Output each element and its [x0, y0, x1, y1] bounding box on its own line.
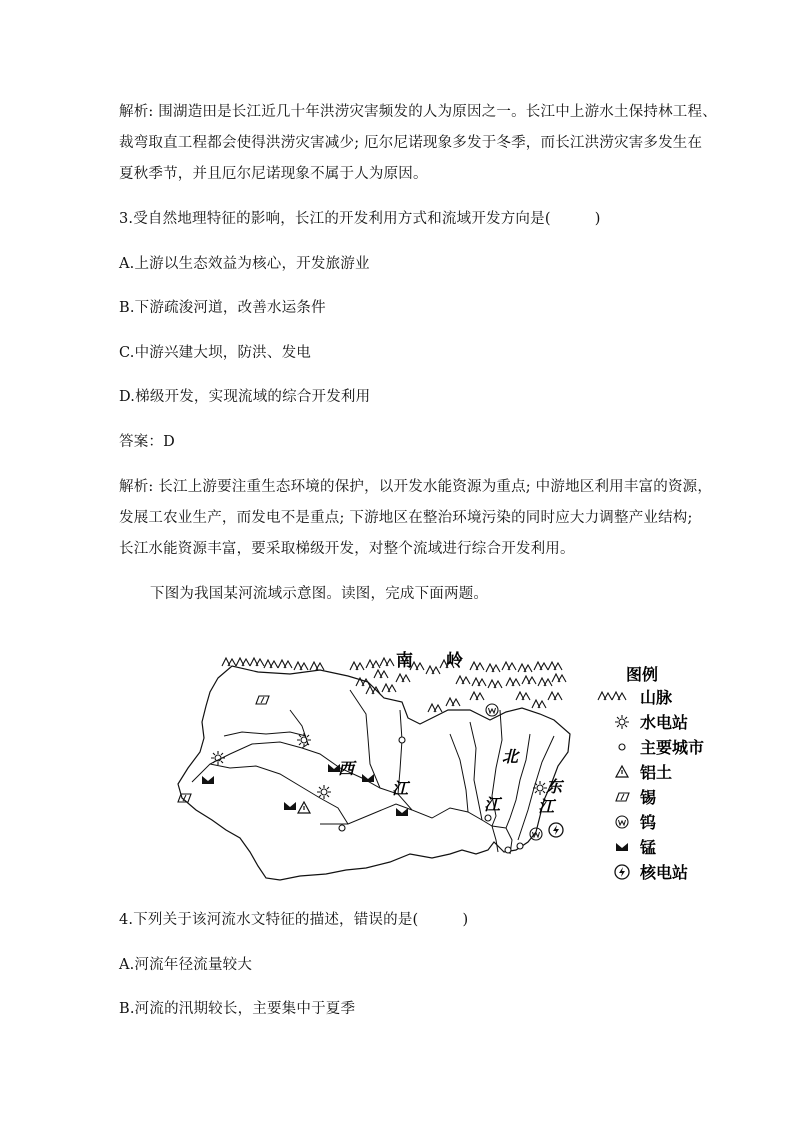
q3-answer: 答案：D: [119, 434, 175, 450]
legend-title: 图例: [626, 665, 659, 684]
river-basin-map: [170, 640, 730, 900]
legend-city: 主要城市: [640, 738, 705, 757]
q3-analysis-line-3: 长江水能资源丰富，要采取梯级开发，对整个流域进行综合开发利用。: [119, 541, 575, 557]
q4-option-b: B.河流的汛期较长，主要集中于夏季: [119, 1001, 356, 1017]
map-intro: 下图为我国某河流域示意图。读图，完成下面两题。: [150, 586, 489, 602]
q4-stem: 4.下列关于该河流水文特征的描述，错误的是( ): [119, 912, 469, 928]
legend-manganese: 锰: [640, 838, 657, 857]
label-ling: 岭: [446, 651, 463, 671]
map-legend: [598, 665, 704, 882]
q2-analysis-line-3: 夏秋季节，并且厄尔尼诺现象不属于人为原因。: [119, 166, 428, 182]
legend-bauxite: 铝土: [640, 763, 673, 782]
label-jiang-east: 江: [538, 797, 555, 816]
q2-analysis-line-1: 解析: 围湖造田是长江近几十年洪涝灾害频发的人为原因之一。长江中上游水土保持林工程、: [119, 104, 717, 120]
label-bei: 北: [502, 747, 519, 766]
q3-analysis-line-1: 解析: 长江上游要注重生态环境的保护，以开发水能资源为重点; 中游地区利用丰富的资源，: [119, 479, 713, 495]
legend-tin: 锡: [640, 788, 657, 807]
legend-mountain: 山脉: [640, 688, 673, 707]
q3-option-a: A.上游以生态效益为核心，开发旅游业: [119, 256, 370, 272]
label-nan: 南: [396, 651, 413, 671]
legend-tungsten: 钨: [640, 813, 657, 832]
mountain-range-symbols: [222, 658, 566, 712]
q3-analysis-line-2: 发展工农业生产，而发电不是重点; 下游地区在整治环境污染的同时应大力调整产业结构;: [119, 510, 693, 526]
map-symbols: [178, 696, 563, 853]
q4-option-a: A.河流年径流量较大: [119, 957, 253, 973]
q3-option-b: B.下游疏浚河道，改善水运条件: [119, 300, 326, 316]
label-jiang-west: 江: [392, 779, 409, 798]
label-xi: 西: [338, 759, 355, 778]
legend-hydropower: 水电站: [640, 713, 689, 732]
q3-stem: 3.受自然地理特征的影响，长江的开发利用方式和流域开发方向是( ): [119, 211, 601, 227]
label-dong: 东: [546, 777, 563, 796]
q3-option-c: C.中游兴建大坝，防洪、发电: [119, 345, 311, 361]
q3-option-d: D.梯级开发，实现流域的综合开发利用: [119, 389, 371, 405]
q2-analysis-line-2: 裁弯取直工程都会使得洪涝灾害减少; 厄尔尼诺现象多发于冬季，而长江洪涝灾害多发生在: [119, 135, 703, 151]
label-jiang-north: 江: [484, 795, 501, 814]
legend-nuclear: 核电站: [640, 863, 689, 882]
